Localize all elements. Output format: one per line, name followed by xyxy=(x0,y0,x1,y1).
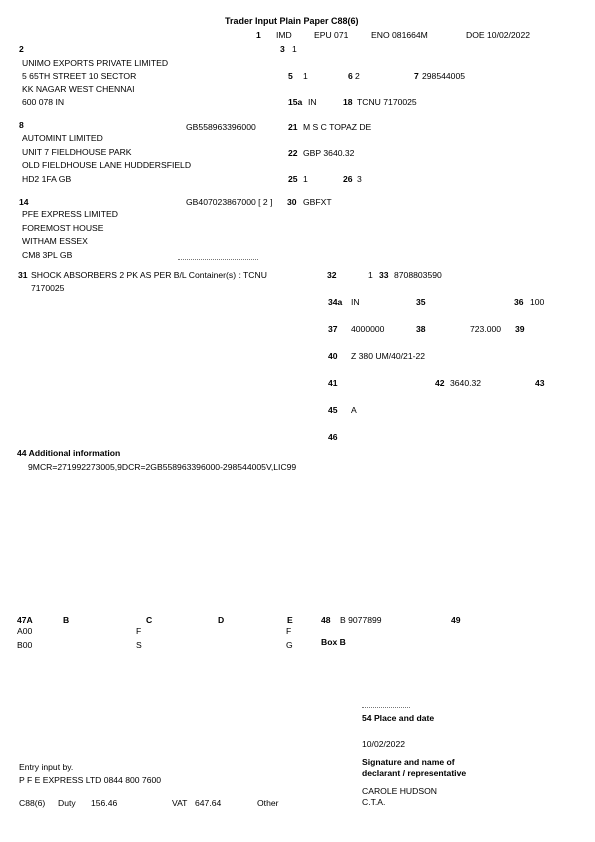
box45-number: 45 xyxy=(328,405,338,415)
box47-col-d: D xyxy=(218,615,225,625)
box14-number: 14 xyxy=(19,197,29,207)
box30-value: GBFXT xyxy=(303,197,332,207)
box31-number: 31 xyxy=(18,270,28,280)
consignee-line: OLD FIELDHOUSE LANE HUDDERSFIELD xyxy=(22,160,192,170)
box6-value: 2 xyxy=(355,71,360,81)
duty-value: 156.46 xyxy=(91,798,118,808)
additional-info-label: 44 Additional information xyxy=(17,448,121,458)
box25-value: 1 xyxy=(303,174,308,184)
box5-value: 1 xyxy=(303,71,308,81)
other-label: Other xyxy=(257,798,279,808)
consignor-line: KK NAGAR WEST CHENNAI xyxy=(22,84,135,94)
consignor-line: UNIMO EXPORTS PRIVATE LIMITED xyxy=(22,58,169,68)
box43-number: 43 xyxy=(535,378,545,388)
box41-number: 41 xyxy=(328,378,338,388)
duty-label: Duty xyxy=(58,798,76,808)
goods-description-cont: 7170025 xyxy=(31,283,65,293)
box46-number: 46 xyxy=(328,432,338,442)
box8-number: 8 xyxy=(19,120,24,130)
box32-value: 1 xyxy=(368,270,373,280)
box35-number: 35 xyxy=(416,297,426,307)
box38-number: 38 xyxy=(416,324,426,334)
form-title: Trader Input Plain Paper C88(6) xyxy=(225,16,359,26)
box32-number: 32 xyxy=(327,270,337,280)
box42-number: 42 xyxy=(435,378,445,388)
box3-value: 1 xyxy=(292,44,297,54)
box47-col-b: B xyxy=(63,615,70,625)
entry-number: ENO 081664M xyxy=(371,30,428,40)
tax-row-e: G xyxy=(286,640,293,650)
declarant-line: FOREMOST HOUSE xyxy=(22,223,104,233)
signature-label-cont: declarant / representative xyxy=(362,768,467,778)
commodity-code: 8708803590 xyxy=(394,270,442,280)
consignee-line: UNIT 7 FIELDHOUSE PARK xyxy=(22,147,132,157)
box45-value: A xyxy=(351,405,357,415)
box7-value: 298544005 xyxy=(422,71,466,81)
box22-value: GBP 3640.32 xyxy=(303,148,355,158)
box49-number: 49 xyxy=(451,615,461,625)
epu-number: EPU 071 xyxy=(314,30,349,40)
consignor-line: 5 65TH STREET 10 SECTOR xyxy=(22,71,137,81)
item-price: 3640.32 xyxy=(450,378,482,388)
box30-number: 30 xyxy=(287,197,297,207)
tax-row-e: F xyxy=(286,626,292,636)
form-code: C88(6) xyxy=(19,798,46,808)
box36-number: 36 xyxy=(514,297,524,307)
tax-row-type: B00 xyxy=(17,640,33,650)
box5-number: 5 xyxy=(288,71,293,81)
box7-number: 7 xyxy=(414,71,419,81)
additional-info-text: 9MCR=271992273005,9DCR=2GB558963396000-298544005V,LIC99 xyxy=(28,462,297,472)
consignee-line: AUTOMINT LIMITED xyxy=(22,133,103,143)
signatory-org: C.T.A. xyxy=(362,797,386,807)
box37-number: 37 xyxy=(328,324,338,334)
box21-value: M S C TOPAZ DE xyxy=(303,122,372,132)
box26-value: 3 xyxy=(357,174,362,184)
vat-value: 647.64 xyxy=(195,798,222,808)
box6-number: 6 xyxy=(348,71,353,81)
origin-country: IN xyxy=(351,297,360,307)
box22-number: 22 xyxy=(288,148,298,158)
box15a-number: 15a xyxy=(288,97,303,107)
box18-number: 18 xyxy=(343,97,353,107)
box21-number: 21 xyxy=(288,122,298,132)
box26-number: 26 xyxy=(343,174,353,184)
box47-col-c: C xyxy=(146,615,153,625)
declarant-line: PFE EXPRESS LIMITED xyxy=(22,209,118,219)
box33-number: 33 xyxy=(379,270,389,280)
net-mass: 723.000 xyxy=(470,324,502,334)
box18-value: TCNU 7170025 xyxy=(357,97,417,107)
tax-row-c: F xyxy=(136,626,142,636)
box47-label: 47A xyxy=(17,615,33,625)
declarant-eori: GB407023867000 [ 2 ] xyxy=(186,197,273,207)
declarant-line: WITHAM ESSEX xyxy=(22,236,88,246)
box-b-label: Box B xyxy=(321,637,346,647)
consignor-line: 600 078 IN xyxy=(22,97,65,107)
vat-label: VAT xyxy=(172,798,188,808)
box40-number: 40 xyxy=(328,351,338,361)
entry-input-label: Entry input by. xyxy=(19,762,74,772)
box1-number: 1 xyxy=(256,30,261,40)
tax-row-type: A00 xyxy=(17,626,33,636)
previous-document: Z 380 UM/40/21-22 xyxy=(351,351,426,361)
box25-number: 25 xyxy=(288,174,298,184)
goods-description: SHOCK ABSORBERS 2 PK AS PER B/L Container(s) : TCNU xyxy=(31,270,267,280)
declaration-date: 10/02/2022 xyxy=(362,739,406,749)
box39-number: 39 xyxy=(515,324,525,334)
date-of-entry: DOE 10/02/2022 xyxy=(466,30,531,40)
box34a-number: 34a xyxy=(328,297,343,307)
signatory-name: CAROLE HUDSON xyxy=(362,786,437,796)
box3-number: 3 xyxy=(280,44,285,54)
deferment-number: B 9077899 xyxy=(340,615,382,625)
signature-label: Signature and name of xyxy=(362,757,455,767)
box2-number: 2 xyxy=(19,44,24,54)
box47-col-e: E xyxy=(287,615,293,625)
declaration-type: IMD xyxy=(276,30,292,40)
tax-row-c: S xyxy=(136,640,142,650)
box48-number: 48 xyxy=(321,615,331,625)
box36-value: 100 xyxy=(530,297,545,307)
box15a-value: IN xyxy=(308,97,317,107)
consignee-line: HD2 1FA GB xyxy=(22,174,72,184)
dotted-separator xyxy=(362,707,410,708)
declarant-line: CM8 3PL GB xyxy=(22,250,73,260)
procedure-code: 4000000 xyxy=(351,324,385,334)
entry-input-company: P F E EXPRESS LTD 0844 800 7600 xyxy=(19,775,162,785)
consignee-eori: GB558963396000 xyxy=(186,122,256,132)
place-date-label: 54 Place and date xyxy=(362,713,435,723)
dotted-separator xyxy=(178,259,258,260)
